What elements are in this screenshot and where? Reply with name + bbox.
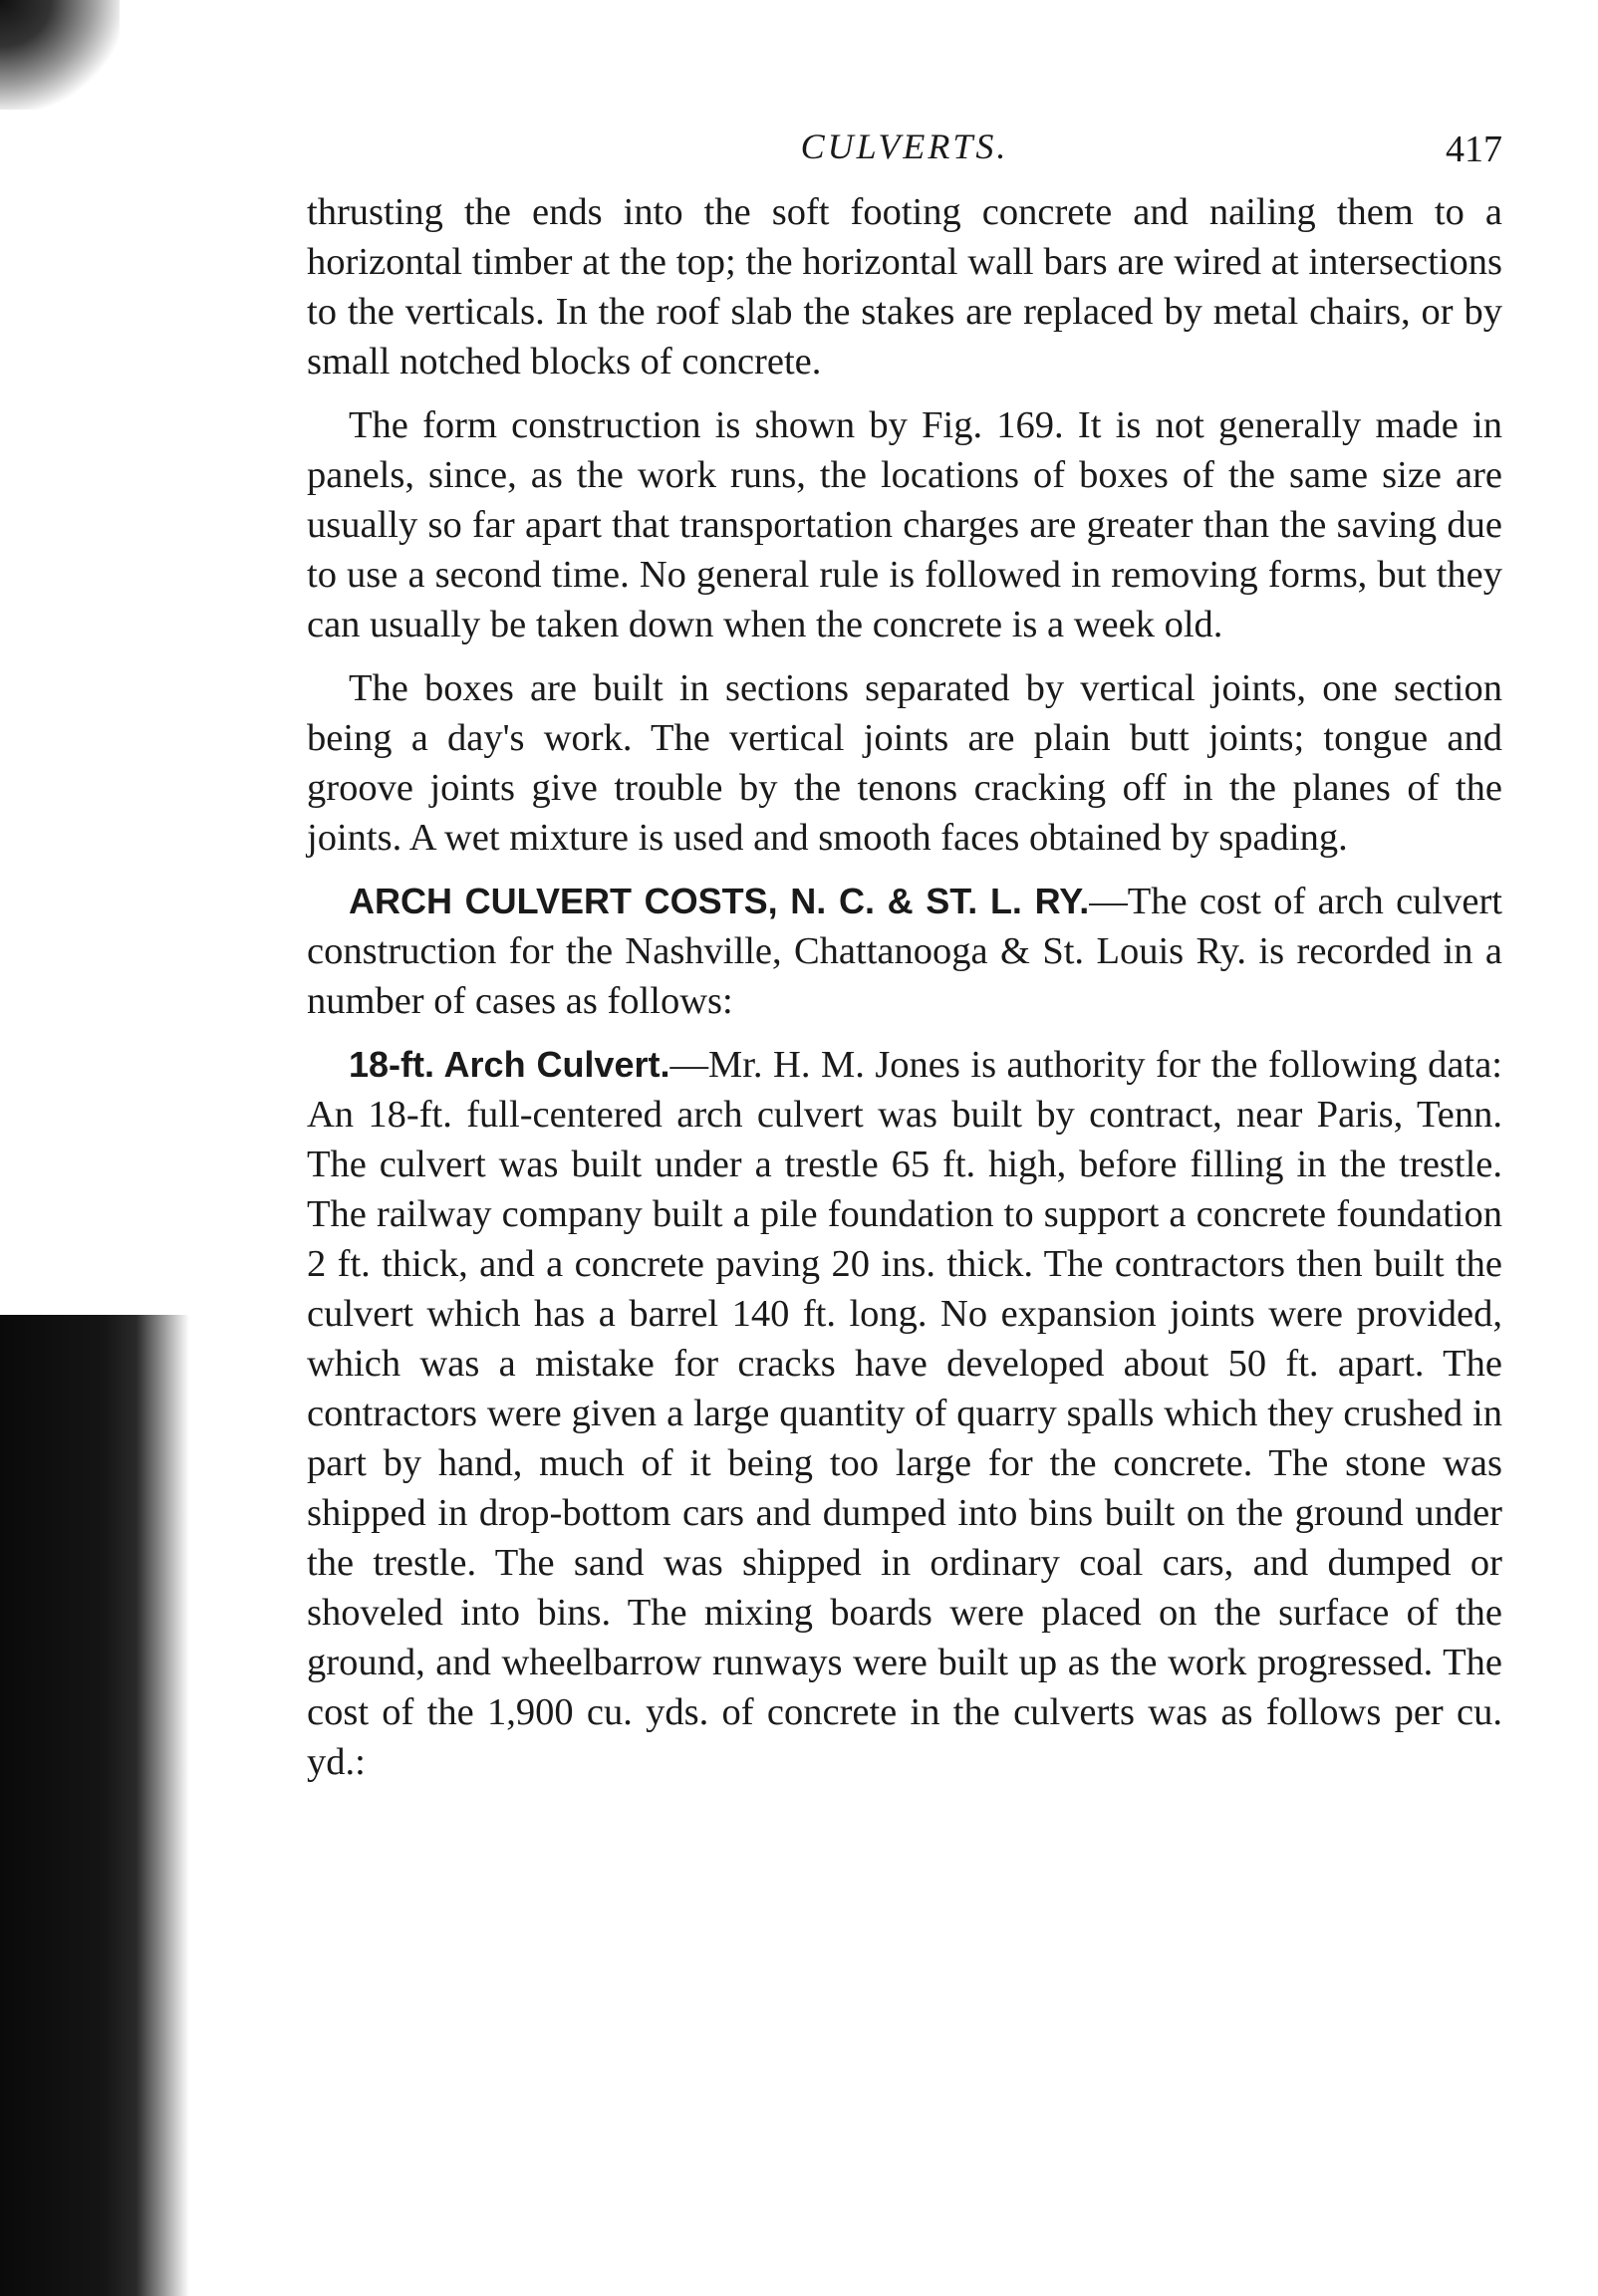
section-heading: ARCH CULVERT COSTS, N. C. & ST. L. RY. — [349, 881, 1090, 921]
running-title: CULVERTS. — [800, 127, 1009, 166]
paragraph-arch-culvert-costs — [307, 877, 1502, 1026]
scan-shadow-binding — [0, 1315, 189, 2296]
paragraph-boxes-sections: The boxes are built in sections separated by vertical joints, one section being a day's work. The vertical joints are plain butt joints; tongue and groove joints give trouble by the tenons cracking off in the planes of the joints. A wet mixture is used and smooth faces obtained by spading. — [307, 667, 1502, 859]
running-head — [307, 118, 1502, 187]
paragraph-continuation: thrusting the ends into the soft footing concrete and nailing them to a horizontal timber at the top; the horizontal wall bars are wired at intersections to the verticals. In the roof slab the stakes are replaced by metal chairs, or by small notched blocks of concrete. — [307, 191, 1502, 383]
subsection-heading: 18-ft. Arch Culvert. — [349, 1044, 670, 1085]
paragraph-form-construction: The form construction is shown by Fig. 169. It is not generally made in panels, since, as the work runs, the locations of boxes of the same size are usually so far apart that transportation charges are greater than the saving due to use a second time. No general rule is followed in removing forms, but they can usually be taken down when the concrete is a week old. — [307, 404, 1502, 645]
book-page — [307, 118, 1502, 1801]
section-intro-text: —The cost of arch culvert construction for the Nashville, Chattanooga & St. Louis Ry. is recorded in a number of cases as follows: — [307, 881, 1502, 1022]
page-number: 417 — [1446, 128, 1502, 170]
paragraph-18ft-arch-culvert — [307, 1040, 1502, 1787]
scan-shadow-top — [0, 0, 120, 110]
subsection-text: —Mr. H. M. Jones is authority for the following data: An 18-ft. full-centered arch culvert was built by contract, near Paris, Tenn. The culvert was built under a trestle 65 ft. high, before filling in the trestle. The railway company built a pile foundation to support a concrete foundation 2 ft. thick, and a concrete paving 20 ins. thick. The contractors then built the culvert which has a barrel 140 ft. long. No expansion joints were provided, which was a mistake for cracks have developed about 50 ft. apart. The contractors were given a large quantity of quarry spalls which they crushed in part by hand, much of it being too large for the concrete. The stone was shipped in drop-bottom cars and dumped into bins built on the ground under the trestle. The sand was shipped in ordinary coal cars, and dumped or shoveled into bins. The mixing boards were placed on the surface of the ground, and wheelbarrow runways were built up as the work progressed. The cost of the 1,900 cu. yds. of concrete in the culverts was as follows per cu. yd.: — [307, 1044, 1503, 1783]
